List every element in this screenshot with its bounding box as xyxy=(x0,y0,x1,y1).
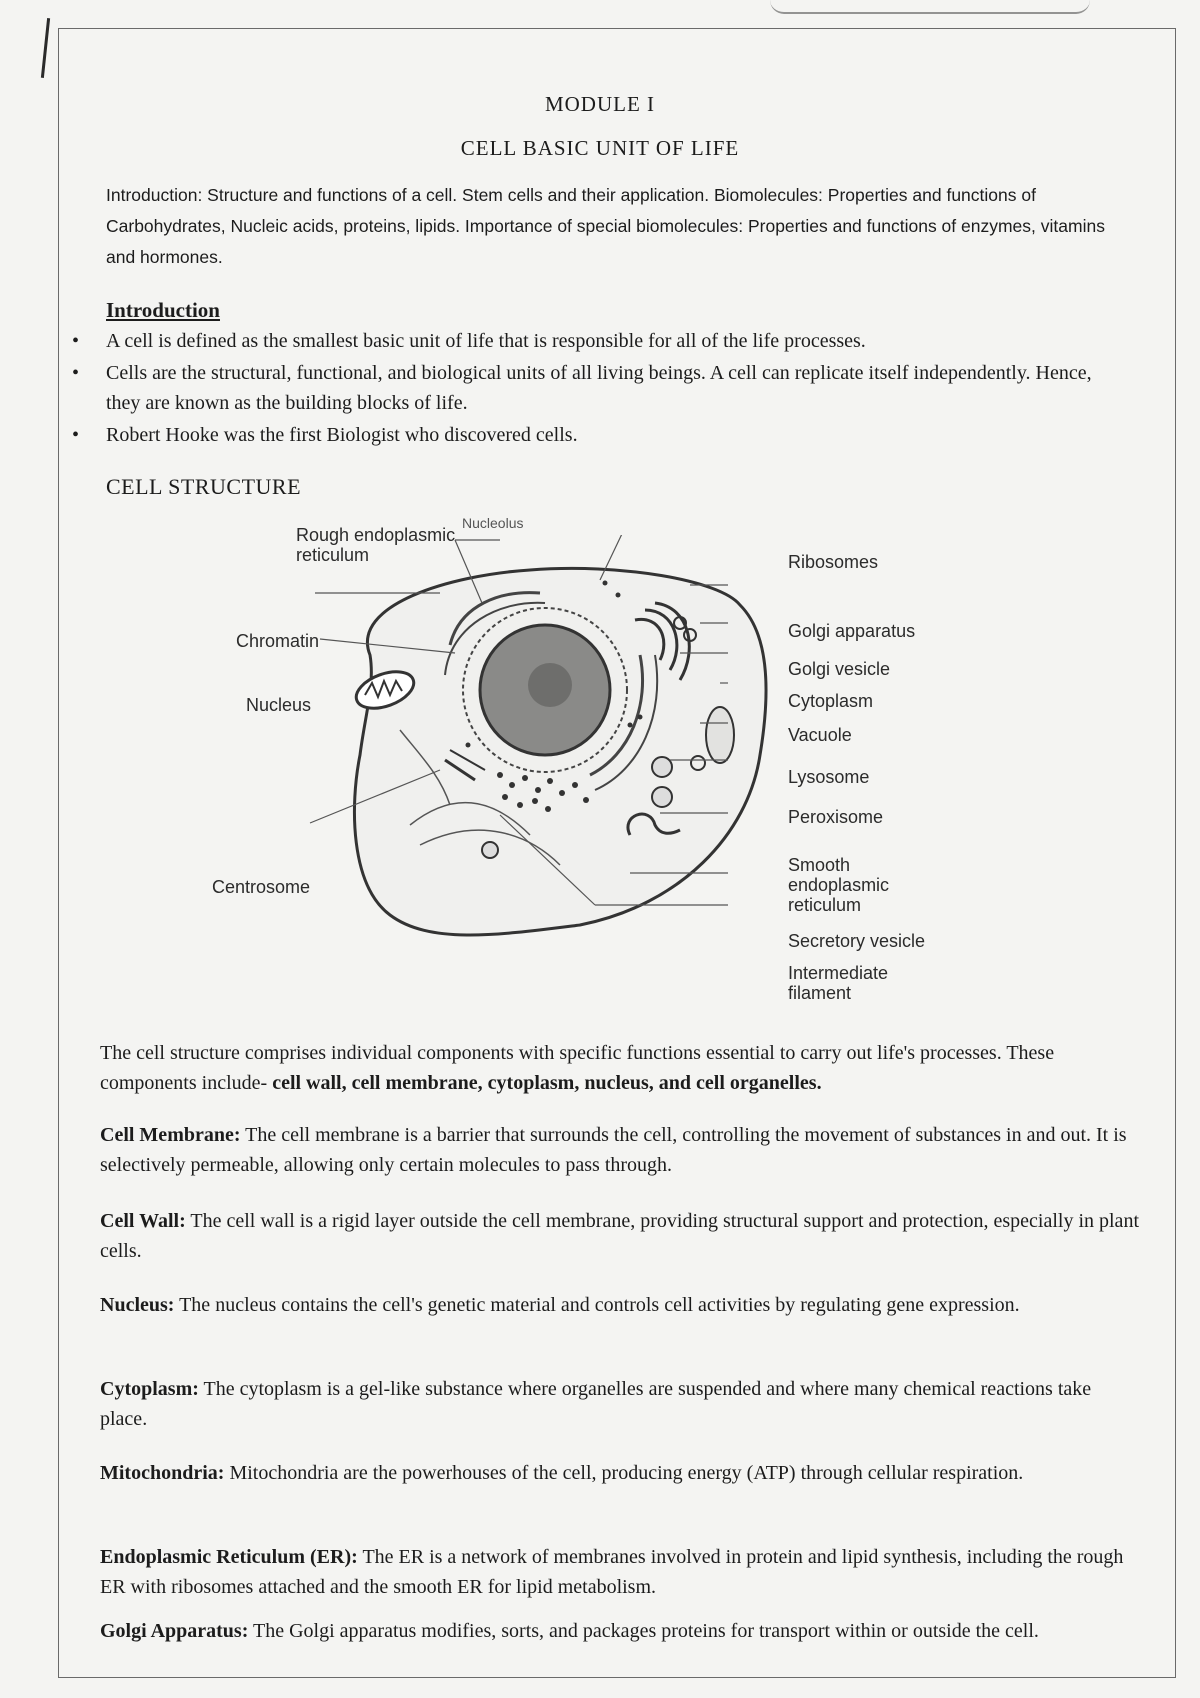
label-cytoplasm: Cytoplasm xyxy=(788,691,874,711)
definition-text: The cell membrane is a barrier that surrounds the cell, controlling the movement of substances in and out. It is selectively permeable, allowing only certain molecules to pass through. xyxy=(100,1124,1127,1176)
animal-cell-diagram xyxy=(200,515,960,1015)
label-centrosome: Centrosome xyxy=(212,877,311,897)
module-title: MODULE I xyxy=(544,92,656,116)
definition-text: The nucleus contains the cell's genetic material and controls cell activities by regulating gene expression. xyxy=(179,1294,1020,1316)
definition-mitochondria xyxy=(100,1458,1140,1488)
label-nucleus: Nucleus xyxy=(246,695,312,715)
label-secretory-vesicle: Secretory vesicle xyxy=(788,931,926,951)
label-smooth-er: Smooth endoplasmic reticulum xyxy=(788,855,890,915)
label-ribosomes: Ribosomes xyxy=(788,552,879,572)
definition-nucleus xyxy=(100,1290,1140,1320)
label-intermediate-filament: Intermediate filament xyxy=(788,963,889,1003)
cell-structure-summary xyxy=(100,1038,1140,1098)
bullet-text: Cells are the structural, functional, and biological units of all living beings. A cell can replicate itself independently. Hence, they are known as the building blocks of life. xyxy=(106,362,1092,414)
definition-term: Endoplasmic Reticulum (ER): xyxy=(100,1546,358,1568)
label-vacuole: Vacuole xyxy=(788,725,852,745)
definition-text: The cytoplasm is a gel-like substance where organelles are suspended and where many chemical reactions take place. xyxy=(100,1378,1092,1430)
definition-text: The Golgi apparatus modifies, sorts, and packages proteins for transport within or outside the cell. xyxy=(253,1620,1039,1642)
definition-endoplasmic-reticulum xyxy=(100,1542,1140,1602)
label-peroxisome: Peroxisome xyxy=(788,807,884,827)
definition-cytoplasm xyxy=(100,1374,1140,1434)
summary-bold: cell wall, cell membrane, cytoplasm, nucleus, and cell organelles. xyxy=(272,1072,822,1094)
bullet-text: Robert Hooke was the first Biologist who discovered cells. xyxy=(106,424,578,446)
label-rough-er: Rough endoplasmic reticulum xyxy=(296,525,456,565)
unit-title: CELL BASIC UNIT OF LIFE xyxy=(460,136,740,160)
bullet-icon: • xyxy=(72,362,80,384)
definition-term: Cytoplasm: xyxy=(100,1378,199,1400)
label-golgi-vesicle: Golgi vesicle xyxy=(788,659,891,679)
definition-cell-wall xyxy=(100,1206,1140,1266)
label-lysosome: Lysosome xyxy=(788,767,870,787)
definition-text: The cell wall is a rigid layer outside the cell membrane, providing structural support and protection, especially in plant cells. xyxy=(100,1210,1139,1262)
label-chromatin: Chromatin xyxy=(236,631,320,651)
bullet-icon: • xyxy=(72,424,80,446)
definition-term: Mitochondria: xyxy=(100,1462,225,1484)
definition-term: Golgi Apparatus: xyxy=(100,1620,249,1642)
definition-text: The ER is a network of membranes involved in protein and lipid synthesis, including the rough ER with ribosomes attached and the smooth ER for lipid metabolism. xyxy=(100,1546,1124,1598)
introduction-heading: Introduction xyxy=(106,298,220,322)
introduction-bullets xyxy=(72,326,1120,452)
definition-term: Nucleus: xyxy=(100,1294,175,1316)
definition-term: Cell Wall: xyxy=(100,1210,186,1232)
label-nucleolus: Nucleolus xyxy=(462,515,524,531)
bullet-text: A cell is defined as the smallest basic unit of life that is responsible for all of the life processes. xyxy=(106,330,866,352)
definition-cell-membrane xyxy=(100,1120,1140,1180)
syllabus-text: Introduction: Structure and functions of a cell. Stem cells and their application. Biomolecules: Properties and functions of Carbohydrates, Nucleic acids, proteins, lipids. Importance of special biomolecules: Properties and functions of enzymes, vitamins and hormones. xyxy=(106,185,1105,267)
definition-term: Cell Membrane: xyxy=(100,1124,241,1146)
bullet-item xyxy=(72,358,1120,418)
cell-structure-heading: CELL STRUCTURE xyxy=(106,474,302,499)
bullet-icon: • xyxy=(72,330,80,352)
definition-text: Mitochondria are the powerhouses of the cell, producing energy (ATP) through cellular respiration. xyxy=(229,1462,1024,1484)
bullet-item xyxy=(72,326,1120,356)
summary-text: The cell structure comprises individual components with specific functions essential to carry out life's processes. These components include- xyxy=(100,1042,1055,1094)
label-golgi-apparatus: Golgi apparatus xyxy=(788,621,916,641)
bullet-item xyxy=(72,420,1120,450)
definition-golgi-apparatus xyxy=(100,1616,1140,1646)
